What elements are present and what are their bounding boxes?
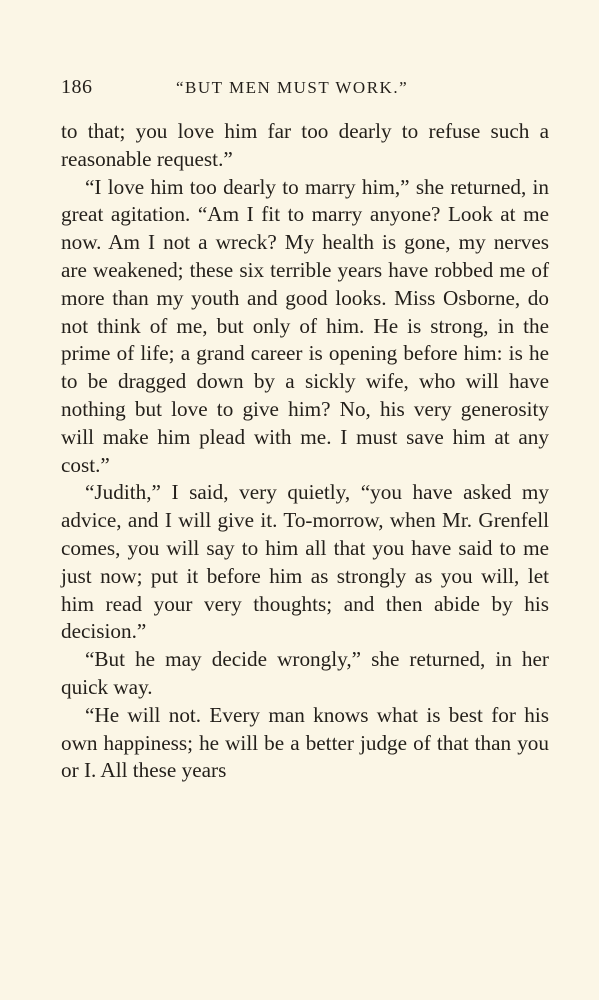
paragraph: “He will not. Every man knows what is best for his own happiness; he will be a better judge of that than you or I. All these years bbox=[61, 702, 549, 783]
paragraph: “But he may decide wrongly,” she returned, in her quick way. bbox=[61, 647, 549, 699]
paragraph: “I love him too dearly to marry him,” she returned, in great agitation. “Am I fit to marry anyone? Look at me now. Am I not a wreck? My health is gone, my nerves are weakened; these six terrible years have robbed me of more than my youth and good looks. Miss Osborne, do not think of me, but only of him. He is strong, in the prime of life; a grand career is opening before him: is he to be dragged down by a sickly wife, who will have nothing but love to give him? No, his very generosity will make him plead with me. I must save him at any cost.” bbox=[61, 174, 549, 477]
paragraph-continuation: to that; you love him far too dearly to refuse such a reasonable request.” bbox=[61, 119, 549, 171]
running-title: “BUT MEN MUST WORK.” bbox=[176, 78, 409, 97]
page-number: 186 bbox=[61, 76, 93, 98]
page-header bbox=[61, 76, 551, 104]
paragraph: “Judith,” I said, very quietly, “you have asked my advice, and I will give it. To-morrow, when Mr. Grenfell comes, you will say to him all that you have said to me just now; put it before him as strongly as you will, let him read your very thoughts; and then abide by his decision.” bbox=[61, 480, 549, 644]
body-text bbox=[61, 118, 549, 785]
